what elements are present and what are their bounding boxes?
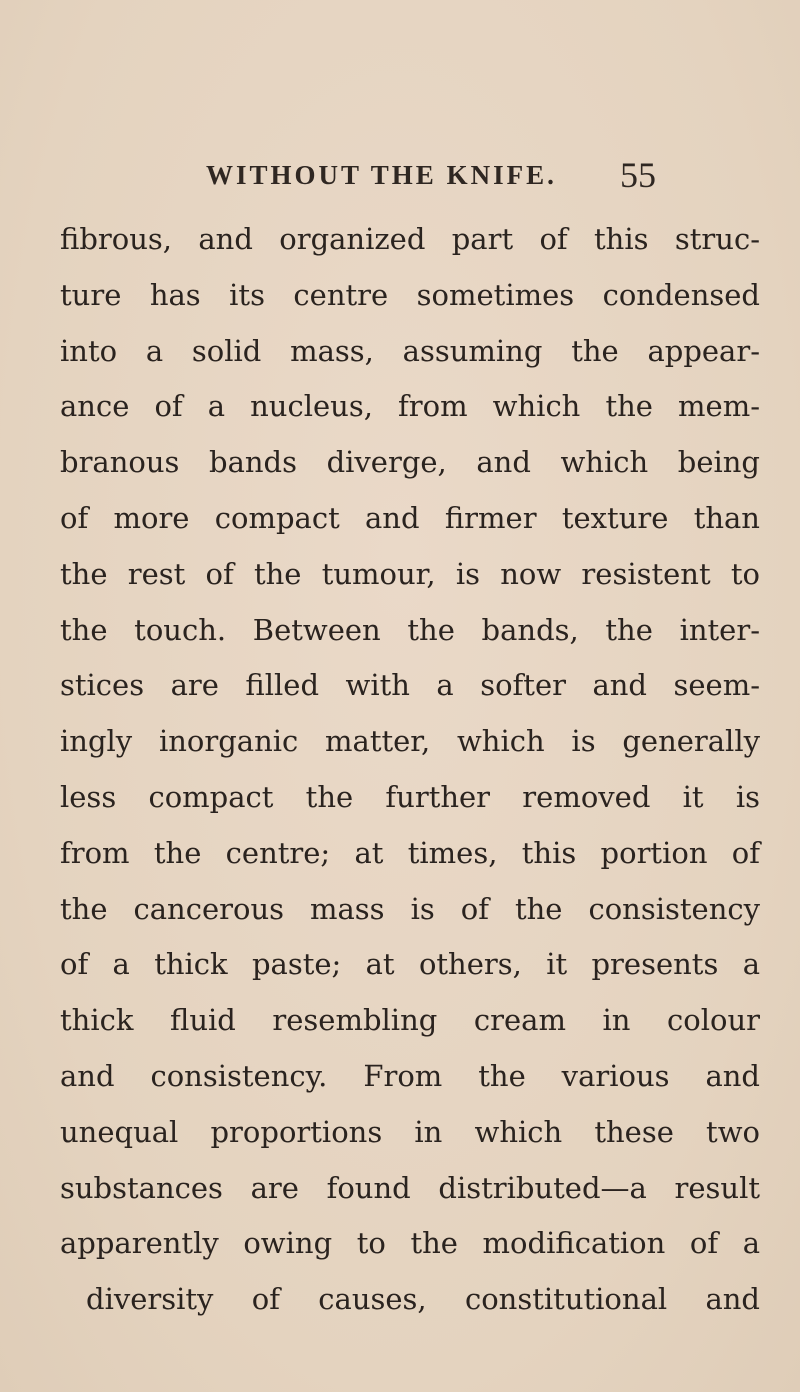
text-line: fibrous, and organized part of this struc- — [60, 222, 760, 256]
text-line: apparently owing to the modification of a — [60, 1226, 760, 1261]
running-head — [0, 155, 800, 200]
text-line: branous bands diverge, and which being — [60, 445, 760, 480]
running-title: WITHOUT THE KNIFE. — [206, 160, 557, 190]
text-line: the cancerous mass is of the consistency — [60, 891, 760, 926]
text-line: substances are found distributed—a result — [60, 1170, 760, 1205]
text-line: into a solid mass, assuming the appear- — [60, 333, 760, 368]
text-line: less compact the further removed it is — [60, 779, 760, 814]
text-line: of a thick paste; at others, it presents a — [60, 947, 760, 982]
text-line: from the centre; at times, this portion of — [60, 835, 760, 870]
text-line: unequal proportions in which these two — [60, 1114, 760, 1149]
text-line: diversity of causes, constitutional and — [86, 1282, 760, 1317]
text-line: ingly inorganic matter, which is generally — [60, 724, 760, 759]
page-number: 55 — [620, 155, 656, 195]
text-line: the rest of the tumour, is now resistent to — [60, 556, 760, 591]
text-line: ance of a nucleus, from which the mem- — [60, 389, 760, 424]
body-text — [60, 212, 760, 1328]
text-line: thick fluid resembling cream in colour — [60, 1003, 760, 1038]
text-line: of more compact and firmer texture than — [60, 500, 760, 535]
text-line: stices are filled with a softer and seem- — [60, 668, 760, 703]
text-line: ture has its centre sometimes condensed — [60, 277, 760, 312]
text-line: the touch. Between the bands, the inter- — [60, 612, 760, 647]
text-line: and consistency. From the various and — [60, 1058, 760, 1093]
